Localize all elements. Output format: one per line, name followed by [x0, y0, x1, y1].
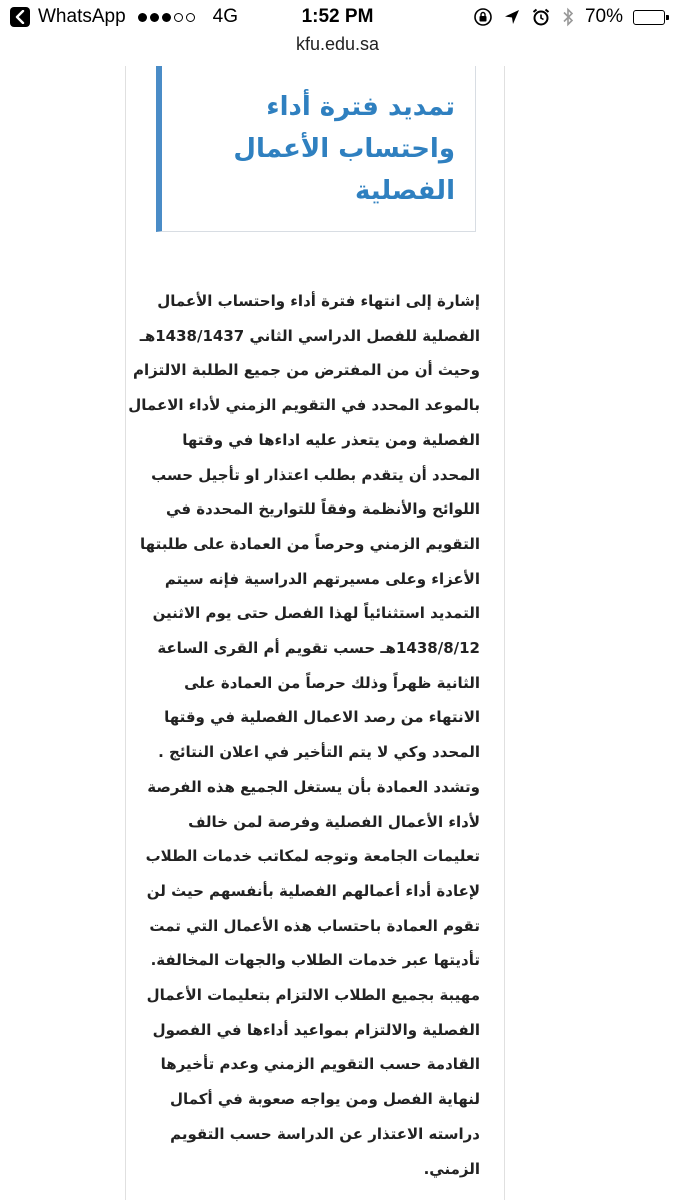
battery-icon — [633, 10, 665, 25]
signal-dot — [162, 13, 171, 22]
body-line: وحيث أن من المفترض من جميع الطلبة الالتزام — [133, 361, 480, 380]
body-line: مهيبة بجميع الطلاب الالتزام بتعليمات الأعمال — [146, 986, 480, 1005]
article-body — [128, 284, 480, 1186]
title-line: الفصلية — [354, 176, 455, 206]
body-line: تقوم العمادة باحتساب هذه الأعمال التي تمت — [149, 916, 480, 935]
body-line: بالموعد المحدد في التقويم الزمني لأداء الاعمال — [128, 396, 480, 415]
signal-dot — [174, 13, 183, 22]
body-line: لأداء الأعمال الفصلية وفرصة لمن خالف — [188, 812, 480, 831]
body-line: إشارة إلى انتهاء فترة أداء واحتساب الأعمال — [157, 292, 480, 310]
body-line: 1438/8/12هـ حسب تقويم أم القرى الساعة — [157, 639, 480, 658]
body-line: الثانية ظهراً وذلك حرصاً من العمادة على — [184, 673, 480, 692]
body-line: التمديد استثنائياً لهذا الفصل حتى يوم الاثنين — [152, 604, 480, 623]
chevron-left-icon — [15, 10, 25, 24]
location-arrow-icon — [503, 8, 521, 26]
url-bar[interactable] — [0, 34, 675, 62]
bluetooth-icon — [561, 7, 575, 27]
body-line: الزمني. — [423, 1159, 480, 1178]
body-line: الانتهاء من رصد الاعمال الفصلية في وقتها — [164, 708, 480, 727]
body-line: وتشدد العمادة بأن يستغل الجميع هذه الفرصة — [147, 777, 480, 796]
orientation-lock-icon — [473, 7, 493, 27]
body-line: دراسته الاعتذار عن الدراسة حسب التقويم — [170, 1124, 480, 1143]
status-left — [10, 6, 238, 28]
alarm-icon — [531, 7, 551, 27]
body-line: الفصلية والالتزام بمواعيد أداءها في الفصول — [152, 1020, 480, 1039]
signal-strength-icon — [138, 13, 195, 22]
title-line: تمديد فترة أداء — [266, 92, 455, 122]
body-line: المحدد أن يتقدم بطلب اعتذار او تأجيل حسب — [151, 465, 480, 484]
body-line: القادمة حسب التقويم الزمني وعدم تأخيرها — [160, 1055, 480, 1074]
carrier-label: 4G — [212, 6, 239, 27]
body-line: المحدد وكي لا يتم التأخير في اعلان النتائج . — [158, 743, 480, 762]
back-app-label[interactable]: WhatsApp — [38, 6, 126, 27]
body-line: لنهاية الفصل ومن يواجه صعوبة في أكمال — [170, 1090, 480, 1109]
body-line: التقويم الزمني وحرصاً من العمادة على طلبتها — [140, 534, 480, 553]
title-line: واحتساب الأعمال — [233, 134, 455, 164]
signal-dot — [150, 13, 159, 22]
signal-dot — [138, 13, 147, 22]
article-title — [182, 86, 455, 212]
body-line: لإعادة أداء أعمالهم الفصلية بأنفسهم حيث لن — [146, 881, 480, 900]
body-line: الفصلية ومن يتعذر عليه اداءها في وقتها — [182, 430, 480, 449]
signal-dot — [186, 13, 195, 22]
body-line: تأديتها عبر خدمات الطلاب والجهات المخالفة. — [150, 951, 480, 970]
back-to-app-button[interactable] — [10, 7, 30, 27]
url-domain[interactable]: kfu.edu.sa — [295, 34, 380, 54]
battery-percent: 70% — [584, 6, 623, 27]
body-line: الأعزاء وعلى مسيرتهم الدراسية فإنه سيتم — [164, 569, 480, 588]
clock: 1:52 PM — [301, 6, 374, 27]
status-right — [473, 6, 665, 28]
article-title-box — [156, 66, 476, 232]
body-line: الفصلية للفصل الدراسي الثاني 1438/1437هـ — [139, 326, 480, 345]
body-line: تعليمات الجامعة وتوجه لمكاتب خدمات الطلاب — [145, 847, 480, 866]
body-line: اللوائح والأنظمة وفقاً للتواريخ المحددة في — [166, 500, 480, 519]
status-bar — [0, 0, 675, 34]
